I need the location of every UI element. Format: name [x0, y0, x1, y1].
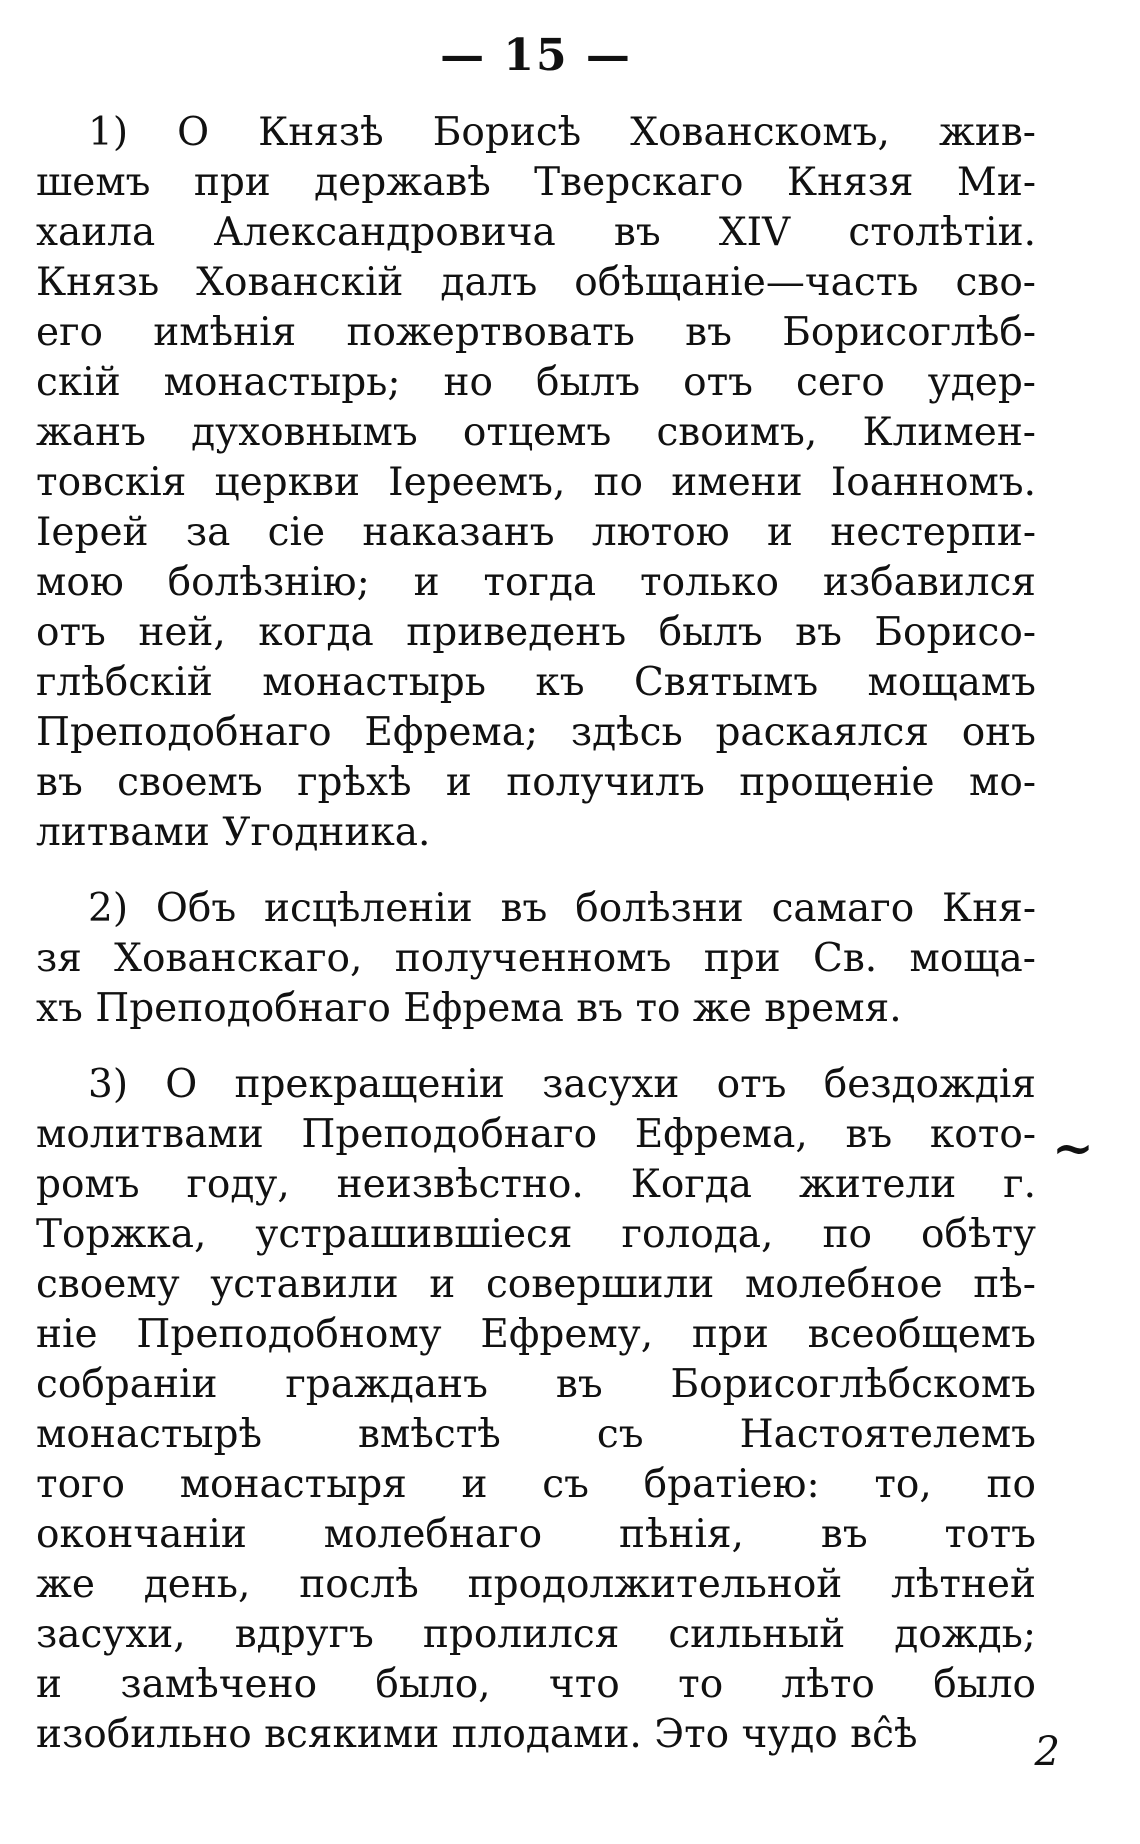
text-line: же день, послѣ продолжительной лѣтней: [36, 1562, 1036, 1607]
text-line: хаила Александровича въ XIV столѣтіи.: [36, 210, 1036, 255]
text-line: Іерей за сіе наказанъ лютою и нестерпи-: [36, 510, 1036, 555]
text-line: окончаніи молебнаго пѣнія, въ тотъ: [36, 1512, 1036, 1557]
text-line: 2) Объ исцѣленіи въ болѣзни самаго Кня-: [88, 886, 1036, 931]
printer-signature: 2: [1034, 1729, 1060, 1775]
margin-ink-mark: ~: [1052, 1118, 1094, 1177]
text-line: и замѣчено было, что то лѣто было: [36, 1662, 1036, 1707]
entry-3: [36, 1060, 1036, 1760]
text-line: зя Хованскаго, полученномъ при Св. моща-: [36, 936, 1036, 981]
text-line: своему уставили и совершили молебное пѣ-: [36, 1262, 1036, 1307]
text-line: Торжка, устрашившіеся голода, по обѣту: [36, 1212, 1036, 1257]
text-line: мою болѣзнію; и тогда только избавился: [36, 560, 1036, 605]
text-line: засухи, вдругъ пролился сильный дождь;: [36, 1612, 1036, 1657]
entries-container: [36, 108, 1036, 1760]
text-line: Князь Хованскій далъ обѣщаніе—часть сво-: [36, 260, 1036, 305]
text-line: ніе Преподобному Ефрему, при всеобщемъ: [36, 1312, 1036, 1357]
text-line: жанъ духовнымъ отцемъ своимъ, Климен-: [36, 410, 1036, 455]
text-line: шемъ при державѣ Тверскаго Князя Ми-: [36, 160, 1036, 205]
text-line: собраніи гражданъ въ Борисоглѣбскомъ: [36, 1362, 1036, 1407]
text-line: 1) О Князѣ Борисѣ Хованскомъ, жив-: [88, 110, 1036, 155]
text-line: молитвами Преподобнаго Ефрема, въ кото-: [36, 1112, 1036, 1157]
text-line: 3) О прекращеніи засухи отъ бездождія: [88, 1062, 1036, 1107]
entry-2: [36, 884, 1036, 1034]
text-line: въ своемъ грѣхѣ и получилъ прощеніе мо-: [36, 760, 1036, 805]
page-number: — 15 —: [440, 30, 632, 81]
entry-1: [36, 108, 1036, 858]
text-line: хъ Преподобнаго Ефрема въ то же время.: [36, 986, 902, 1031]
text-line: ромъ году, неизвѣстно. Когда жители г.: [36, 1162, 1036, 1207]
text-line: изобильно всякими плодами. Это чудо вс̂ѣ: [36, 1712, 918, 1757]
book-page: [36, 30, 1036, 1810]
text-line: литвами Угодника.: [36, 810, 431, 855]
text-line: того монастыря и съ братіею: то, по: [36, 1462, 1036, 1507]
text-line: монастырѣ вмѣстѣ съ Настоятелемъ: [36, 1412, 1036, 1457]
text-line: товскія церкви Іереемъ, по имени Іоанномъ.: [36, 460, 1036, 505]
text-line: отъ ней, когда приведенъ былъ въ Борисо-: [36, 610, 1036, 655]
text-line: глѣбскій монастырь къ Святымъ мощамъ: [36, 660, 1036, 705]
text-line: Преподобнаго Ефрема; здѣсь раскаялся онъ: [36, 710, 1036, 755]
text-line: скій монастырь; но былъ отъ сего удер-: [36, 360, 1036, 405]
text-line: его имѣнія пожертвовать въ Борисоглѣб-: [36, 310, 1036, 355]
